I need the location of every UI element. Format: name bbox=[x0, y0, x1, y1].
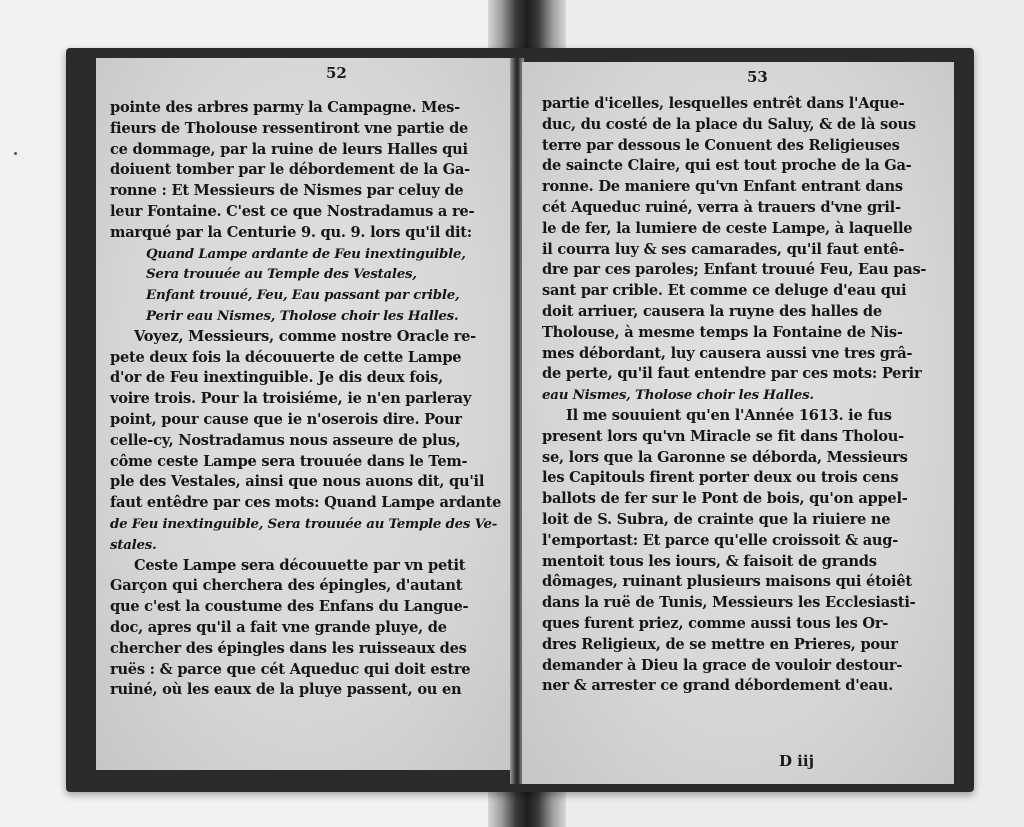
page-number-right: 53 bbox=[747, 68, 768, 86]
text-line: faut entêdre par ces mots: Quand Lampe ardante bbox=[110, 494, 502, 512]
text-line: marqué par la Centurie 9. qu. 9. lors qu'il dit: bbox=[110, 223, 472, 241]
text-line: point, pour cause que ie n'oserois dire. Pour bbox=[110, 410, 462, 428]
signature-mark: D iij bbox=[778, 752, 814, 770]
text-line: doit arriuer, causera la ruyne des halles de bbox=[542, 302, 882, 320]
text-line: de saincte Claire, qui est tout proche de la Ga- bbox=[542, 157, 912, 175]
text-line: ner & arrester ce grand débordement d'eau. bbox=[542, 677, 893, 695]
text-line: sant par crible. Et comme ce deluge d'eau qui bbox=[542, 282, 907, 300]
text-line: de Feu inextinguible, Sera trouuée au Temple des Ve- bbox=[110, 515, 498, 532]
text-line: Garçon qui cherchera des épingles, d'autant bbox=[110, 577, 463, 595]
text-line: Enfant trouué, Feu, Eau passant par crible, bbox=[146, 287, 460, 304]
text-line: ce dommage, par la ruine de leurs Halles qui bbox=[110, 140, 468, 158]
text-line: que c'est la coustume des Enfans du Langue- bbox=[110, 598, 469, 616]
text-line: eau Nismes, Tholose choir les Halles. bbox=[542, 387, 814, 404]
text-line: cét Aqueduc ruiné, verra à trauers d'vne gril- bbox=[542, 198, 901, 216]
text-line: stales. bbox=[110, 536, 157, 553]
text-line: present lors qu'vn Miracle se fit dans Tholou- bbox=[542, 427, 904, 445]
text-line: d'or de Feu inextinguible. Je dis deux fois, bbox=[110, 369, 443, 387]
speck bbox=[14, 152, 17, 155]
text-line: ronne. De maniere qu'vn Enfant entrant dans bbox=[542, 178, 903, 196]
text-line: ballots de fer sur le Pont de bois, qu'on appel- bbox=[542, 490, 908, 508]
text-line: Tholouse, à mesme temps la Fontaine de Nis- bbox=[542, 323, 903, 341]
text-line: terre par dessous le Conuent des Religieuses bbox=[542, 136, 900, 154]
text-line: loit de S. Subra, de crainte que la riuiere ne bbox=[542, 510, 891, 528]
text-line: dres Religieux, de se mettre en Prieres, pour bbox=[542, 635, 898, 653]
text-line: duc, du costé de la place du Saluy, & de là sous bbox=[542, 115, 916, 133]
text-line: Perir eau Nismes, Tholose choir les Halles. bbox=[146, 307, 459, 324]
text-line: se, lors que la Garonne se déborda, Messieurs bbox=[542, 448, 908, 466]
left-page bbox=[96, 58, 516, 770]
text-line: partie d'icelles, lesquelles entrêt dans l'Aque- bbox=[542, 95, 905, 112]
text-line: mes débordant, luy causera aussi vne tres grâ- bbox=[542, 344, 913, 362]
text-line: doc, apres qu'il a fait vne grande pluye, de bbox=[110, 618, 447, 636]
text-line: pete deux fois la découuerte de cette Lampe bbox=[110, 348, 462, 366]
text-line: demander à Dieu la grace de vouloir destour- bbox=[542, 656, 903, 674]
text-line: le de fer, la lumiere de ceste Lampe, à laquelle bbox=[542, 219, 913, 237]
text-line: ques furent priez, comme aussi tous les Or- bbox=[542, 614, 889, 632]
text-line: celle-cy, Nostradamus nous asseure de plus, bbox=[110, 431, 461, 449]
text-line: les Capitouls firent porter deux ou trois cens bbox=[542, 469, 899, 487]
right-page-text bbox=[542, 94, 944, 697]
text-line: Sera trouuée au Temple des Vestales, bbox=[146, 266, 417, 283]
text-line: leur Fontaine. C'est ce que Nostradamus a re- bbox=[110, 202, 475, 220]
text-line: chercher des épingles dans les ruisseaux des bbox=[110, 639, 467, 657]
text-line: mentoit tous les iours, & faisoit de grands bbox=[542, 552, 877, 570]
text-line: Quand Lampe ardante de Feu inextinguible, bbox=[146, 245, 466, 262]
text-line: Ceste Lampe sera découuette par vn petit bbox=[134, 556, 466, 574]
text-line: de perte, qu'il faut entendre par ces mots: Perir bbox=[542, 365, 922, 383]
text-line: Il me souuient qu'en l'Année 1613. ie fus bbox=[566, 406, 892, 424]
text-line: Voyez, Messieurs, comme nostre Oracle re- bbox=[134, 327, 476, 345]
text-line: ple des Vestales, ainsi que nous auons dit, qu'il bbox=[110, 473, 485, 491]
left-page-text bbox=[110, 98, 504, 701]
text-line: dans la ruë de Tunis, Messieurs les Ecclesiasti- bbox=[542, 594, 916, 612]
text-line: doiuent tomber par le débordement de la Ga- bbox=[110, 161, 470, 179]
text-line: dre par ces paroles; Enfant trouué Feu, Eau pas- bbox=[542, 261, 927, 279]
text-line: l'emportast: Et parce qu'elle croissoit & aug- bbox=[542, 531, 899, 549]
text-line: ruës : & parce que cét Aqueduc qui doit estre bbox=[110, 660, 471, 678]
text-line: ronne : Et Messieurs de Nismes par celuy de bbox=[110, 182, 464, 200]
text-line: il courra luy & ses camarades, qu'il faut entê- bbox=[542, 240, 905, 258]
text-line: voire trois. Pour la troisiéme, ie n'en parleray bbox=[110, 390, 472, 408]
right-page bbox=[520, 62, 954, 784]
text-line: pointe des arbres parmy la Campagne. Mes- bbox=[110, 99, 460, 116]
page-number-left: 52 bbox=[326, 64, 347, 82]
text-line: dômages, ruinant plusieurs maisons qui étoiêt bbox=[542, 573, 912, 591]
text-line: fieurs de Tholouse ressentiront vne partie de bbox=[110, 119, 469, 137]
text-line: ruiné, où les eaux de la pluye passent, ou en bbox=[110, 681, 462, 699]
text-line: côme ceste Lampe sera trouuée dans le Tem- bbox=[110, 452, 468, 470]
